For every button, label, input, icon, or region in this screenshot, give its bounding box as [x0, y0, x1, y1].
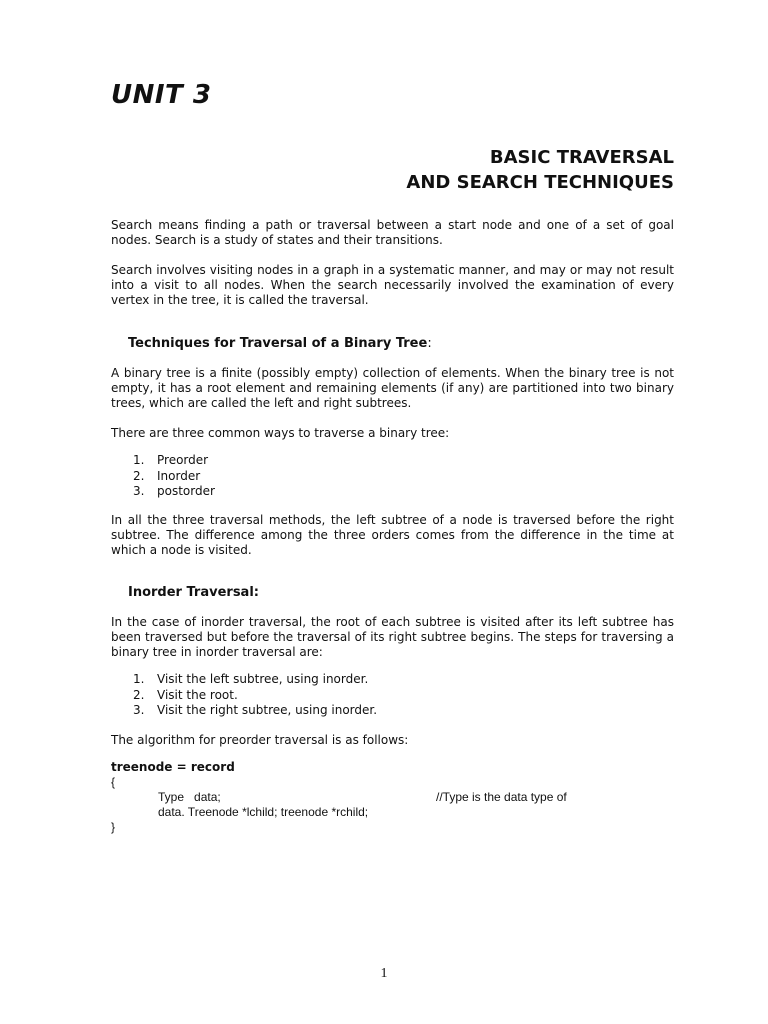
inorder-paragraph-1: [111, 615, 674, 660]
code-close-brace: }: [111, 820, 116, 834]
binary-tree-heading: Techniques for Traversal of a Binary Tree:: [128, 336, 432, 351]
list-item: 2. Inorder: [133, 468, 201, 483]
list-item: 3. Visit the right subtree, using inorder.: [133, 703, 378, 717]
inorder-heading: Inorder Traversal:: [128, 585, 259, 600]
code-line-2: data. Treenode *lchild; treenode *rchild;: [158, 805, 369, 819]
list-item: 1. Preorder: [133, 453, 209, 467]
intro-paragraph-2: [111, 263, 674, 308]
code-open-brace: {: [111, 775, 116, 789]
traversal-types-list: [133, 453, 215, 500]
chapter-title: [406, 145, 674, 195]
unit-title: UNIT 3: [111, 80, 212, 110]
binary-tree-text-1: A binary tree is a finite (possibly empty) collection of elements. When the binary tree is not empty, it has a root element and remaining elements (if any) are partitioned into two binary trees, which are called the left and right subtrees.: [111, 366, 674, 410]
intro-text-1: Search means finding a path or traversal between a start node and one of a set of goal nodes. Search is a study of states and their transitions.: [111, 218, 674, 247]
binary-tree-text-2: There are three common ways to traverse a binary tree:: [111, 426, 450, 440]
binary-tree-paragraph-3: [111, 513, 674, 558]
code-block: [111, 760, 674, 835]
code-declaration: treenode = record: [111, 760, 235, 774]
list-item: 3. postorder: [133, 484, 215, 498]
chapter-title-line-1: BASIC TRAVERSAL: [489, 147, 674, 168]
intro-text-2: Search involves visiting nodes in a graph in a systematic manner, and may or may not result into a visit to all nodes. When the search necessarily involved the examination of every vertex in the tree, it is called the traversal.: [111, 263, 674, 307]
binary-tree-paragraph-1: [111, 366, 674, 411]
binary-tree-text-3: In all the three traversal methods, the left subtree of a node is traversed before the right subtree. The difference among the three orders comes from the difference in the time at which a node is visited.: [111, 513, 674, 557]
inorder-text-1: In the case of inorder traversal, the root of each subtree is visited after its left subtree has been traversed but before the traversal of its right subtree begins. The steps for traversing a binary tree in inorder traversal are:: [111, 615, 674, 659]
code-line-1: Type data; //Type is the data type of: [158, 790, 567, 804]
inorder-paragraph-2: [111, 733, 674, 748]
inorder-text-2: The algorithm for preorder traversal is as follows:: [111, 733, 409, 747]
page-number: 1: [380, 966, 388, 981]
chapter-title-line-2: AND SEARCH TECHNIQUES: [406, 172, 674, 193]
inorder-steps-list: [133, 672, 377, 719]
list-item: 2. Visit the root.: [133, 687, 238, 702]
binary-tree-paragraph-2: [111, 426, 674, 441]
intro-paragraph-1: [111, 218, 674, 248]
code-comment: //Type is the data type of: [436, 790, 567, 804]
list-item: 1. Visit the left subtree, using inorder.: [133, 672, 369, 686]
